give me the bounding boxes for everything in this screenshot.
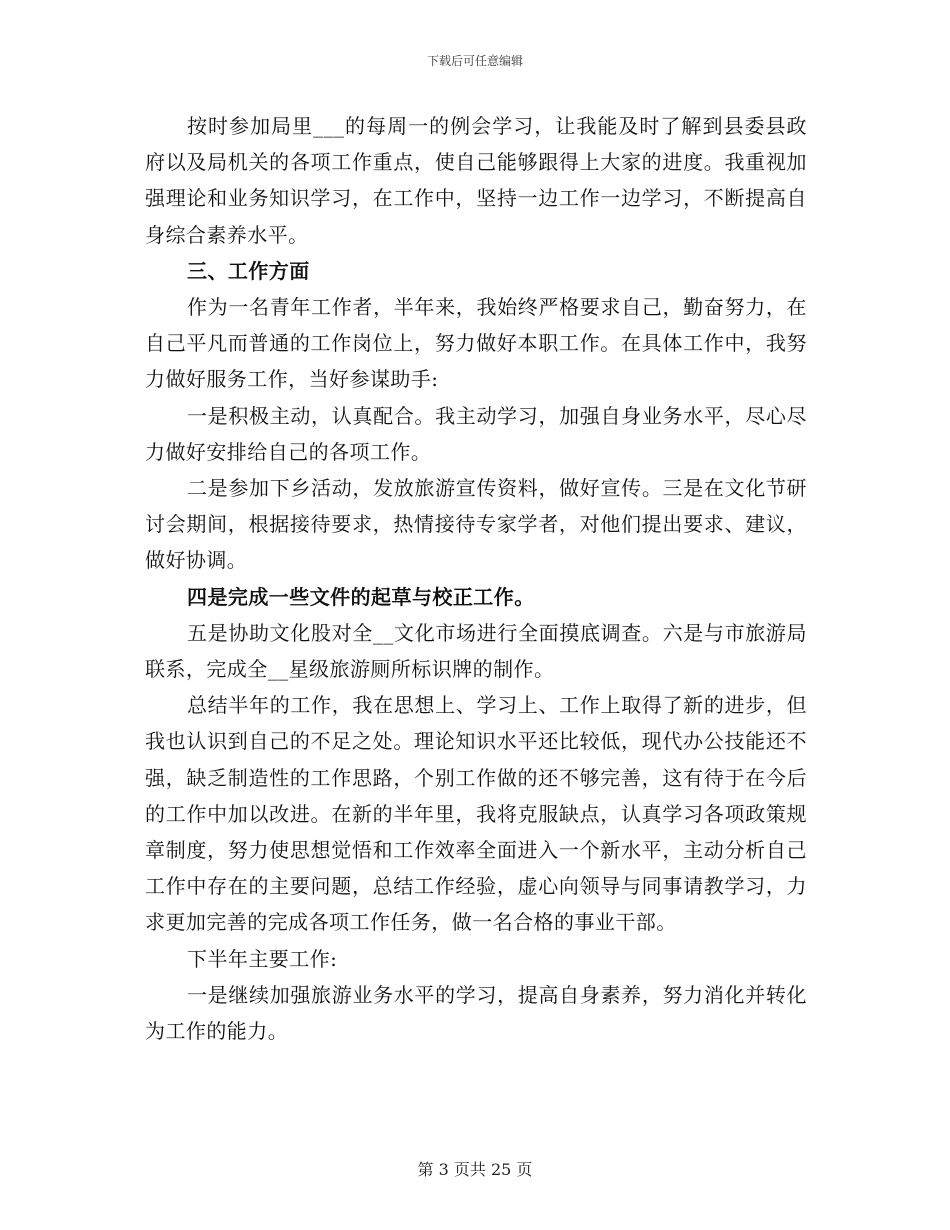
paragraph-next-half-heading: 下半年主要工作: bbox=[187, 946, 338, 971]
document-body bbox=[145, 108, 807, 1049]
paragraph-item-five-six: 五是协助文化股对全__文化市场进行全面摸底调查。六是与市旅游局联系，完成全__星级旅游厕所标识牌的制作。 bbox=[145, 620, 807, 682]
paragraph-next-half-item-one: 一是继续加强旅游业务水平的学习，提高自身素养，努力消化并转化为工作的能力。 bbox=[145, 982, 807, 1044]
page-number: 第 3 页共 25 页 bbox=[417, 1160, 533, 1179]
paragraph-item-one: 一是积极主动，认真配合。我主动学习，加强自身业务水平，尽心尽力做好安排给自己的各项工作。 bbox=[145, 403, 807, 464]
paragraph-item-four: 四是完成一些文件的起草与校正工作。 bbox=[187, 584, 535, 609]
section-heading-work: 三、工作方面 bbox=[187, 258, 310, 283]
paragraph-item-two-three: 二是参加下乡活动，发放旅游宣传资料，做好宣传。三是在文化节研讨会期间，根据接待要求，热情接待专家学者，对他们提出要求、建议，做好协调。 bbox=[145, 476, 807, 573]
paragraph-study: 按时参加局里___的每周一的例会学习，让我能及时了解到县委县政府以及局机关的各项工作重点，使自己能够跟得上大家的进度。我重视加强理论和业务知识学习，在工作中，坚持一边工作一边学习，不断提高自身综合素养水平。 bbox=[145, 114, 807, 247]
paragraph-work-intro: 作为一名青年工作者，半年来，我始终严格要求自己，勤奋努力，在自己平凡而普通的工作岗位上，努力做好本职工作。在具体工作中，我努力做好服务工作，当好参谋助手: bbox=[145, 295, 807, 392]
page-header: 下载后可任意编辑 bbox=[426, 54, 523, 68]
paragraph-summary: 总结半年的工作，我在思想上、学习上、工作上取得了新的进步，但我也认识到自己的不足之处。理论知识水平还比较低，现代办公技能还不强，缺乏制造性的工作思路，个别工作做的还不够完善，这有待于在今后的工作中加以改进。在新的半年里，我将克服缺点，认真学习各项政策规章制度，努力使思想觉悟和工作效率全面进入一个新水平，主动分析自己工作中存在的主要问题，总结工作经验，虚心向领导与同事请教学习，力求更加完善的完成各项工作任务，做一名合格的事业干部。 bbox=[145, 693, 807, 935]
